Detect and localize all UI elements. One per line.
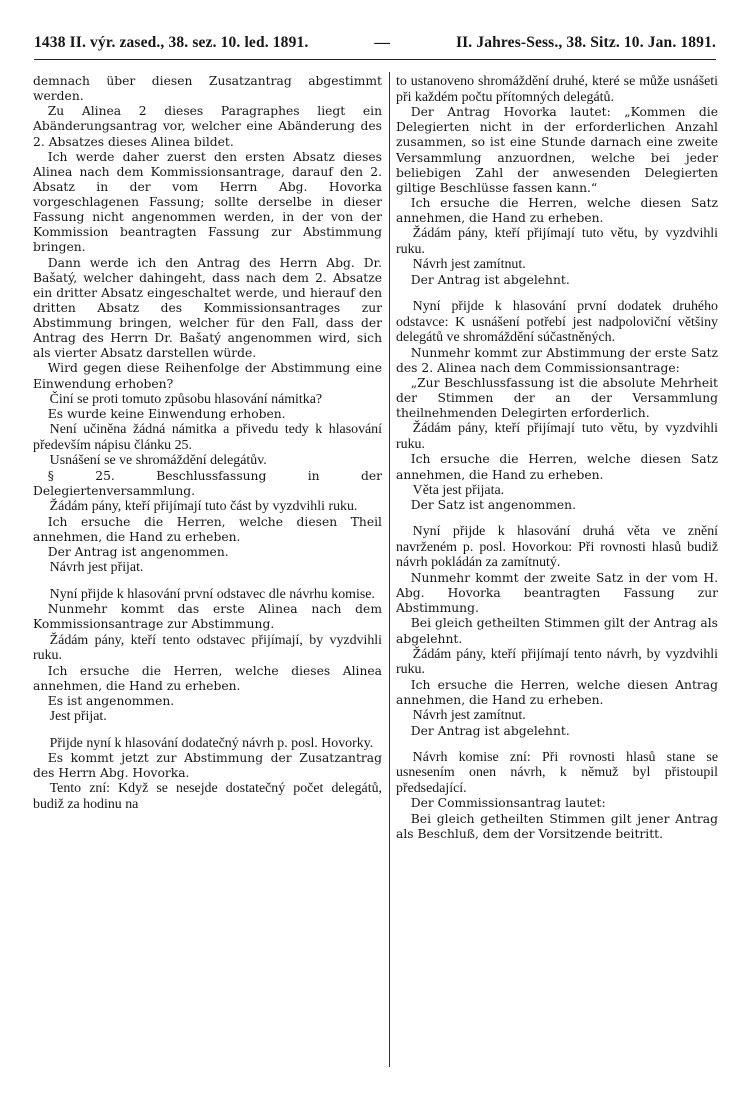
paragraph: Žádám pány, kteří přijímají tuto větu, by vyzdvihli ruku. [396,226,718,257]
paragraph: Ich ersuche die Herren, welche diesen Satz annehmen, die Hand zu erheben. [396,452,718,482]
paragraph: Es kommt jetzt zur Abstimmung der Zusatzantrag des Herrn Abg. Hovorka. [33,751,382,781]
paragraph: Der Antrag ist angenommen. [47,545,229,560]
paragraph: Bei gleich getheilten Stimmen gilt jener Antrag als Beschluß, dem der Vorsitzende beitritt. [396,811,718,841]
paragraph: Nyní přijde k hlasování první dodatek druhého odstavce: K usnášení potřebí jest nadpoloviční většiny delegátů ve shromáždění súčastněných. [396,298,718,346]
paragraph: Návrh komise zní: Při rovnosti hlasů stane se usnesením onen návrh, k němuž byl přistoupil předsedající. [396,749,718,796]
paragraph: Žádám pány, kteří přijímají tuto větu, by vyzdvihli ruku. [396,421,718,452]
paragraph: Der Satz ist angenommen. [410,498,577,513]
paragraph: § 25. Beschlussfassung in der Delegiertenversammlung. [33,469,382,499]
paragraph: Der Antrag Hovorka lautet: „Kommen die Delegierten nicht in der erforderlichen Anzahl zusammen, so ist eine Stunde darnach eine zweite Versammlung anzuordnen, welche bei jeder beliebigen Zahl der anwesenden Delegierten giltige Beschlüsse fassen kann.“ [396,105,718,195]
paragraph: Der Antrag ist abgelehnt. [410,723,570,738]
paragraph: Ich ersuche die Herren, welche diesen Theil annehmen, die Hand zu erheben. [33,514,382,544]
paragraph: Návrh jest zamítnut. [412,257,526,273]
paragraph: Dann werde ich den Antrag des Herrn Abg. Dr. Bašatý, welcher dahingeht, dass nach dem 2. Absatze ein dritter Absatz eingeschaltet werde, und hierauf den dritten Absatz des Kommissionsantrages zur Abstimmung bringen, welcher für den Fall, dass der Antrag des Herrn Dr. Bašatý angenommen wird, sich als vierter Absatz darstellen würde. [33,255,382,361]
paragraph: Ich ersuche die Herren, welche diesen Satz annehmen, die Hand zu erheben. [396,195,718,225]
paragraph: Činí se proti tomuto způsobu hlasování námitka? [49,391,323,407]
paragraph: Věta jest přijata. [412,482,505,498]
paragraph: Wird gegen diese Reihenfolge der Abstimmung eine Einwendung erhoben? [33,361,382,391]
page-header [34,34,716,60]
header-rule [34,59,716,60]
paragraph: Nunmehr kommt das erste Alinea nach dem Kommissionsantrage zur Abstimmung. [33,602,382,632]
right-column [396,74,718,842]
paragraph: Zu Alinea 2 dieses Paragraphes liegt ein Abänderungsantrag vor, welcher eine Abänderung des 2. Absatzes dieses Alinea bildet. [33,104,382,149]
header-right: II. Jahres-Sess., 38. Sitz. 10. Jan. 1891. [455,34,716,51]
paragraph: Nyní přijde k hlasování druhá věta ve znění navrženém p. posl. Hovorkou: Při rovnosti hlasů budiž návrh pokládán za zamítnutý. [396,524,718,571]
paragraph: to ustanoveno shromáždění druhé, které se může usnášeti při každém počtu přítomných delegátů. [396,74,718,105]
paragraph: Der Antrag ist abgelehnt. [410,272,570,287]
paragraph: Ich ersuche die Herren, welche diesen Antrag annehmen, die Hand zu erheben. [396,677,718,707]
header-separator: — [374,34,390,51]
paragraph: „Zur Beschlussfassung ist die absolute Mehrheit der Stimmen der an der Versammlung theilnehmenden Delegirten erforderlich. [396,375,718,421]
paragraph: Ich ersuche die Herren, welche dieses Alinea annehmen, die Hand zu erheben. [33,663,382,693]
paragraph: Der Commissionsantrag lautet: [410,796,606,811]
paragraph: Ich werde daher zuerst den ersten Absatz dieses Alinea nach dem Kommissionsantrage, darauf den 2. Absatz in der vom Herrn Abg. Hovorka vorgeschlagenen Fassung; sollte derselbe in dieser Fassung nicht angenommen werden, in der von der Kommission beantragten Fassung zur Abstimmung bringen. [33,149,382,255]
paragraph: Nunmehr kommt der zweite Satz in der vom H. Abg. Hovorka beantragten Fassung zur Abstimmung. [396,571,718,616]
paragraph: Tento zní: Když se nesejde dostatečný počet delegátů, budiž za hodinu na [33,781,382,812]
paragraph: demnach über diesen Zusatzantrag abgestimmt werden. [33,74,382,104]
paragraph: Jest přijat. [49,709,107,725]
header-left: 1438 II. výr. zased., 38. sez. 10. led. 1891. [34,34,309,51]
paragraph: Žádám pány, kteří přijímají tento návrh, by vyzdvihli ruku. [396,646,718,678]
paragraph: Bei gleich getheilten Stimmen gilt der Antrag als abgelehnt. [396,616,718,646]
paragraph: Es ist angenommen. [47,693,175,708]
paragraph: Přijde nyní k hlasování dodatečný návrh p. posl. Hovorky. [49,735,374,751]
paragraph: Es wurde keine Einwendung erhoben. [47,407,286,422]
column-divider [389,72,390,1067]
paragraph: Nyní přijde k hlasování první odstavec dle návrhu komise. [49,586,375,602]
paragraph: Žádám pány, kteří tento odstavec přijímají, by vyzdvihli ruku. [33,632,382,664]
left-column [33,74,382,813]
paragraph: Usnášení se ve shromáždění delegátův. [49,453,267,469]
paragraph: Žádám pány, kteří přijímají tuto část by vyzdvihli ruku. [49,499,358,515]
paragraph: Návrh jest přijat. [49,560,144,576]
paragraph: Není učiněna žádná námitka a přivedu tedy k hlasování především nápisu článku 25. [33,422,382,453]
paragraph: Návrh jest zamítnut. [412,708,526,723]
paragraph: Nunmehr kommt zur Abstimmung der erste Satz des 2. Alinea nach dem Commissionsantrage: [396,345,718,375]
